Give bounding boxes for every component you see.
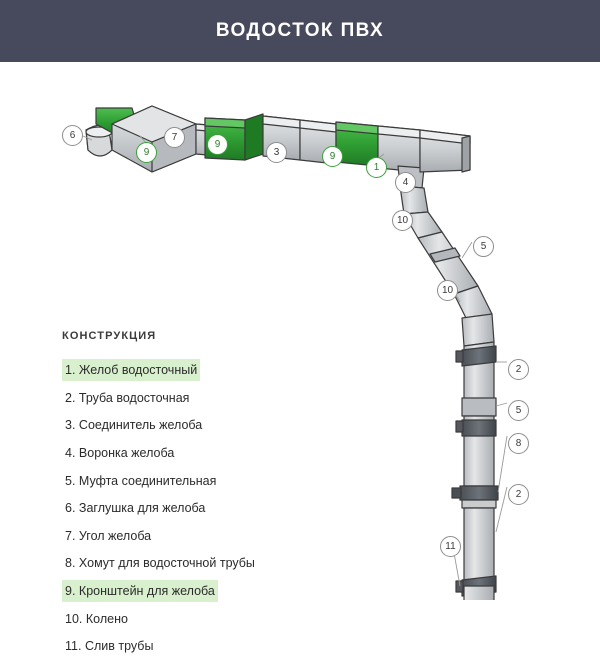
list-item [62,524,322,552]
callout-label: 11 [445,541,456,552]
callout-label: 5 [515,405,522,416]
legend-title: КОНСТРУКЦИЯ [62,330,157,342]
legend-item-label: Хомут для водосточной трубы [78,556,255,571]
list-item [62,386,322,414]
downpipe-outlet [448,586,494,600]
callout-2-a[interactable] [508,359,529,380]
legend-item-number: 11. [65,639,82,654]
callout-2-b[interactable] [508,484,529,505]
callout-8[interactable] [508,433,529,454]
legend-item-number: 3. [65,418,76,433]
list-item [62,358,322,386]
list-item [62,579,322,607]
callout-9-a[interactable] [136,142,157,163]
downpipe-coupling-1 [462,398,496,416]
callout-6[interactable] [62,125,83,146]
legend-item-label: Желоб водосточный [78,363,198,377]
page-title: ВОДОСТОК ПВХ [215,20,385,41]
legend-item-number: 6. [65,501,76,516]
legend-item-number: 4. [65,445,76,460]
diagram-stage [0,62,600,654]
callout-label: 5 [480,241,487,252]
legend-item-3 [62,414,205,436]
callout-11[interactable] [440,536,461,557]
callout-label: 1 [373,162,380,173]
legend [62,330,322,662]
legend-item-9 [62,580,218,602]
callout-7[interactable] [164,127,185,148]
callout-1[interactable] [366,157,387,178]
legend-item-number: 8. [65,556,76,571]
legend-item-label: Колено [85,611,128,626]
downpipe-clamp [452,486,498,508]
callout-10-b[interactable] [437,280,458,301]
callout-3[interactable] [266,142,287,163]
callout-label: 10 [441,285,454,296]
legend-item-6 [62,497,208,519]
list-item [62,634,322,662]
legend-item-label: Слив трубы [84,639,154,654]
callout-label: 2 [515,489,522,500]
legend-item-7 [62,525,154,547]
legend-item-number: 10. [65,611,83,626]
callout-label: 2 [515,364,522,375]
callout-9-c[interactable] [322,146,343,167]
legend-item-number: 9. [65,584,76,598]
downpipe-elbow-2 [454,286,494,346]
callout-9-b[interactable] [207,134,228,155]
downpipe-segment-2 [456,416,496,486]
callout-10-a[interactable] [392,210,413,231]
legend-item-number: 7. [65,528,76,543]
callout-label: 6 [69,130,76,141]
legend-item-2 [62,387,192,409]
list-item [62,551,322,579]
callout-5-a[interactable] [473,236,494,257]
callout-label: 9 [143,147,150,158]
list-item [62,469,322,497]
list-item [62,441,322,469]
downpipe-segment-3 [456,508,496,596]
callout-5-b[interactable] [508,400,529,421]
legend-item-number: 2. [65,390,76,405]
legend-item-1 [62,359,200,381]
legend-item-4 [62,442,177,464]
legend-item-label: Воронка желоба [78,445,175,460]
list-item [62,607,322,635]
callout-4[interactable] [395,172,416,193]
callout-label: 10 [396,215,409,226]
legend-item-number: 5. [65,473,76,488]
callout-label: 9 [214,139,221,150]
legend-item-11 [62,635,156,657]
gutter-segment-3 [420,130,470,172]
legend-item-5 [62,470,219,492]
callout-label: 7 [171,132,178,143]
callout-label: 8 [515,438,522,449]
callout-label: 9 [329,151,336,162]
legend-item-label: Угол желоба [78,528,152,543]
legend-item-8 [62,552,258,574]
list-item [62,413,322,441]
legend-item-label: Кронштейн для желоба [78,584,215,598]
legend-item-label: Муфта соединительная [78,473,217,488]
legend-item-label: Заглушка для желоба [78,501,206,516]
list-item [62,496,322,524]
legend-item-label: Соединитель желоба [78,418,203,433]
legend-item-number: 1. [65,363,76,377]
callout-label: 4 [402,177,409,188]
callout-label: 3 [273,147,280,158]
page-header [0,0,600,62]
legend-item-label: Труба водосточная [78,390,190,405]
legend-item-10 [62,608,131,630]
